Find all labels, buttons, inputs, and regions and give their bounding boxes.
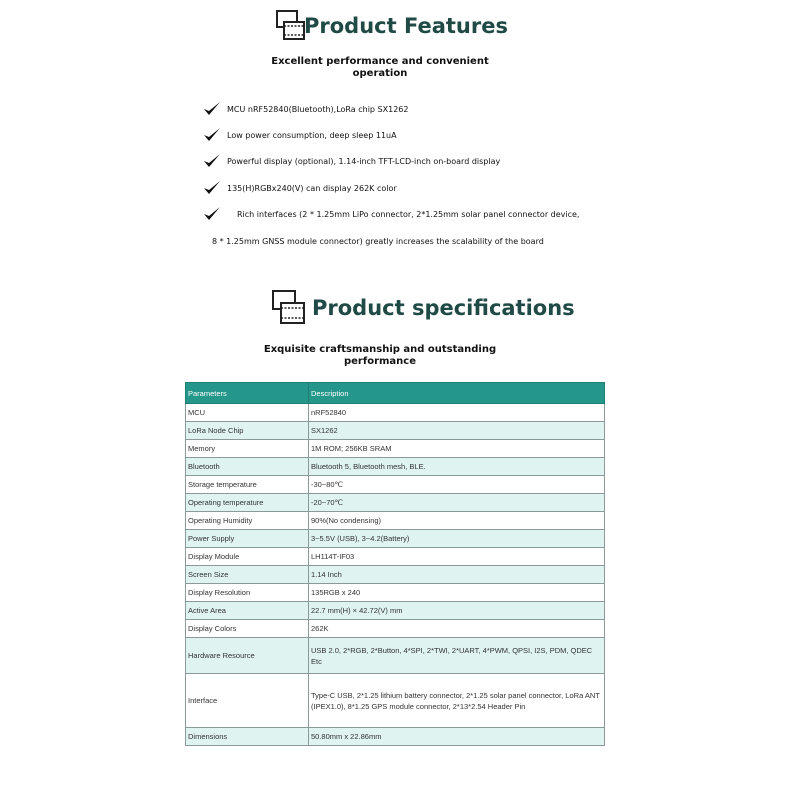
feature-text: MCU nRF52840(Bluetooth),LoRa chip SX1262 <box>227 104 409 114</box>
table-row <box>186 548 605 566</box>
param-cell: Screen Size <box>186 566 309 584</box>
specs-subtitle-line2: performance <box>343 356 417 367</box>
desc-cell: 3~5.5V (USB), 3~4.2(Battery) <box>309 530 605 548</box>
param-cell: MCU <box>186 404 309 422</box>
param-cell: Display Colors <box>186 620 309 638</box>
param-cell: Dimensions <box>186 728 309 746</box>
desc-cell: 22.7 mm(H) × 42.72(V) mm <box>309 602 605 620</box>
desc-cell: -20~70℃ <box>309 494 605 512</box>
table-row <box>186 620 605 638</box>
features-subtitle-line2: operation <box>352 68 408 79</box>
param-cell: Interface <box>186 674 309 728</box>
checkmark-icon <box>203 180 221 196</box>
checkmark-icon <box>203 101 221 117</box>
desc-cell: 1M ROM; 256KB SRAM <box>309 440 605 458</box>
param-cell: Hardware Resource <box>186 638 309 674</box>
table-row <box>186 476 605 494</box>
film-icon <box>276 10 306 42</box>
feature-item <box>203 180 397 196</box>
table-row <box>186 530 605 548</box>
desc-cell: SX1262 <box>309 422 605 440</box>
features-subtitle-line1: Excellent performance and convenient <box>271 56 489 67</box>
param-cell: Active Area <box>186 602 309 620</box>
feature-continuation: 8 * 1.25mm GNSS module connector) greatly increases the scalability of the board <box>212 237 544 246</box>
table-row <box>186 512 605 530</box>
param-cell: Display Resolution <box>186 584 309 602</box>
table-row <box>186 638 605 674</box>
param-cell: Operating temperature <box>186 494 309 512</box>
features-title: Product Features <box>304 14 508 38</box>
desc-cell: 50.80mm x 22.86mm <box>309 728 605 746</box>
desc-cell: 90%(No condensing) <box>309 512 605 530</box>
desc-cell: 135RGB x 240 <box>309 584 605 602</box>
checkmark-icon <box>203 127 221 143</box>
table-row <box>186 458 605 476</box>
table-row <box>186 494 605 512</box>
header-parameters: Parameters <box>186 383 309 404</box>
desc-cell: -30~80℃ <box>309 476 605 494</box>
specs-subtitle-line1: Exquisite craftsmanship and outstanding <box>263 344 497 355</box>
table-row <box>186 584 605 602</box>
table-row <box>186 440 605 458</box>
param-cell: Bluetooth <box>186 458 309 476</box>
desc-cell: Type-C USB, 2*1.25 lithium battery connector, 2*1.25 solar panel connector, LoRa ANT (IPEX1.0), 8*1.25 GPS module connector, 2*13*2.54 Header Pin <box>309 674 605 728</box>
desc-cell: LH114T-IF03 <box>309 548 605 566</box>
feature-text: Powerful display (optional), 1.14-inch TFT-LCD-inch on-board display <box>227 156 501 166</box>
specs-subtitle <box>0 344 760 368</box>
table-header-row <box>186 383 605 404</box>
desc-cell: 1.14 Inch <box>309 566 605 584</box>
param-cell: Power Supply <box>186 530 309 548</box>
specs-title-row <box>272 290 575 326</box>
specs-table <box>185 382 605 746</box>
table-row <box>186 566 605 584</box>
header-description: Description <box>309 383 605 404</box>
table-row <box>186 674 605 728</box>
feature-text: 135(H)RGBx240(V) can display 262K color <box>227 183 397 193</box>
feature-item <box>203 127 397 143</box>
table-row <box>186 728 605 746</box>
feature-item <box>203 101 408 117</box>
table-row <box>186 602 605 620</box>
feature-item <box>203 206 579 222</box>
features-title-row <box>276 10 508 42</box>
param-cell: Operating Humidity <box>186 512 309 530</box>
desc-cell: USB 2.0, 2*RGB, 2*Button, 4*SPI, 2*TWI, 2*UART, 4*PWM, QPSI, I2S, PDM, QDEC Etc <box>309 638 605 674</box>
desc-cell: nRF52840 <box>309 404 605 422</box>
table-row <box>186 404 605 422</box>
specs-title: Product specifications <box>312 296 575 320</box>
desc-cell: 262K <box>309 620 605 638</box>
desc-cell: Bluetooth 5, Bluetooth mesh, BLE. <box>309 458 605 476</box>
table-row <box>186 422 605 440</box>
feature-text: Rich interfaces (2 * 1.25mm LiPo connector, 2*1.25mm solar panel connector device, <box>237 209 580 219</box>
param-cell: Memory <box>186 440 309 458</box>
checkmark-icon <box>203 206 221 222</box>
feature-item <box>203 153 500 169</box>
film-icon <box>272 290 306 326</box>
param-cell: Storage temperature <box>186 476 309 494</box>
feature-text: Low power consumption, deep sleep 11uA <box>227 130 397 140</box>
checkmark-icon <box>203 153 221 169</box>
features-subtitle <box>0 56 760 80</box>
param-cell: LoRa Node Chip <box>186 422 309 440</box>
param-cell: Display Module <box>186 548 309 566</box>
